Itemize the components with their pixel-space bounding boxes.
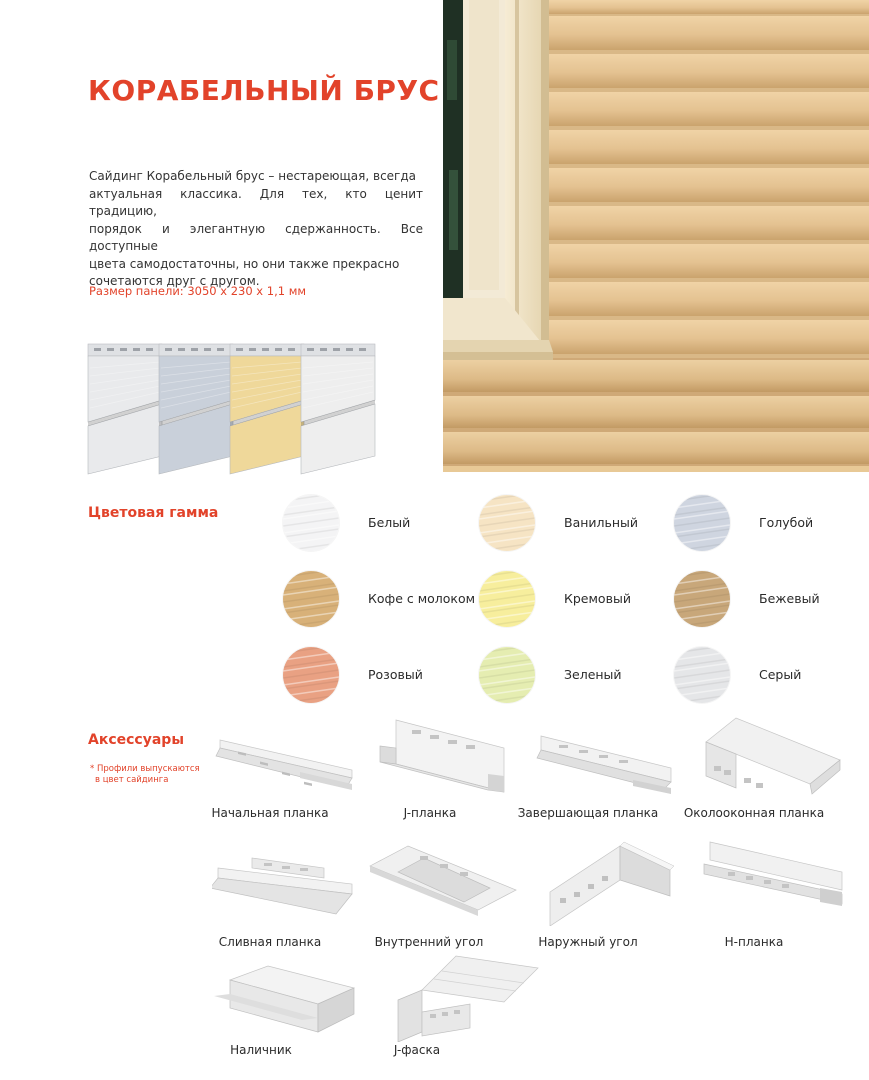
panel-size-text: Размер панели: 3050 х 230 х 1,1 мм (89, 284, 307, 298)
color-swatch[interactable] (479, 495, 535, 551)
accessory-label: Наружный угол (538, 935, 638, 949)
colors-heading: Цветовая гамма (88, 505, 219, 521)
intro-line: сочетаются друг с другом. (89, 274, 260, 288)
accessory-h-profile-image (700, 834, 850, 924)
intro-line: цвета самодостаточны, но они также прекрасно (89, 256, 400, 271)
intro-line: Сайдинг Корабельный брус – нестареющая, всегда (89, 169, 417, 183)
color-swatch[interactable] (283, 647, 339, 703)
accessories-note (90, 764, 200, 786)
accessory-j-bevel-image (392, 952, 542, 1042)
accessory-label: J-фаска (393, 1043, 441, 1057)
accessory-window-trim-image (696, 710, 846, 800)
accessory-j-channel-image (372, 712, 522, 802)
color-swatch[interactable] (674, 571, 730, 627)
color-swatch[interactable] (283, 571, 339, 627)
color-label: Кремовый (564, 591, 631, 606)
accessory-label: Начальная планка (211, 806, 329, 820)
color-label: Серый (759, 667, 802, 682)
accessory-label: Околооконная планка (683, 806, 825, 820)
accessory-label: Н-планка (724, 935, 784, 949)
color-label: Бежевый (759, 591, 820, 606)
accessories-heading: Аксессуары (88, 732, 184, 748)
note-line: * Профили выпускаются (90, 764, 200, 774)
accessory-casing-image (208, 960, 358, 1050)
color-swatch[interactable] (479, 647, 535, 703)
color-swatch[interactable] (674, 495, 730, 551)
accessory-label: Завершающая планка (517, 806, 659, 820)
accessory-starter-strip-image (210, 718, 360, 808)
color-label: Розовый (368, 667, 423, 682)
accessory-drip-cap-image (212, 848, 362, 938)
house-siding-photo (443, 0, 869, 472)
intro-line: актуальная классика. Для тех, кто ценит традицию, (89, 186, 423, 218)
color-label: Ванильный (564, 515, 639, 530)
accessory-label: Внутренний угол (374, 935, 484, 949)
panel-samples (84, 338, 446, 482)
accessory-outside-corner-image (546, 836, 696, 926)
color-swatch[interactable] (674, 647, 730, 703)
accessory-label: Сливная планка (218, 935, 322, 949)
color-label: Зеленый (564, 667, 622, 682)
page-title: КОРАБЕЛЬНЫЙ БРУС (88, 74, 440, 107)
color-swatch[interactable] (283, 495, 339, 551)
color-swatch[interactable] (479, 571, 535, 627)
color-label: Голубой (759, 515, 814, 530)
accessory-label: J-планка (403, 806, 457, 820)
intro-text (89, 168, 423, 291)
note-line: в цвет сайдинга (95, 775, 169, 785)
intro-line: порядок и элегантную сдержанность. Все доступные (89, 221, 423, 253)
color-label: Кофе с молоком (368, 591, 476, 606)
color-label: Белый (368, 515, 411, 530)
accessory-finish-trim-image (533, 718, 683, 808)
accessory-inside-corner-image (368, 836, 518, 926)
accessory-label: Наличник (230, 1043, 292, 1057)
